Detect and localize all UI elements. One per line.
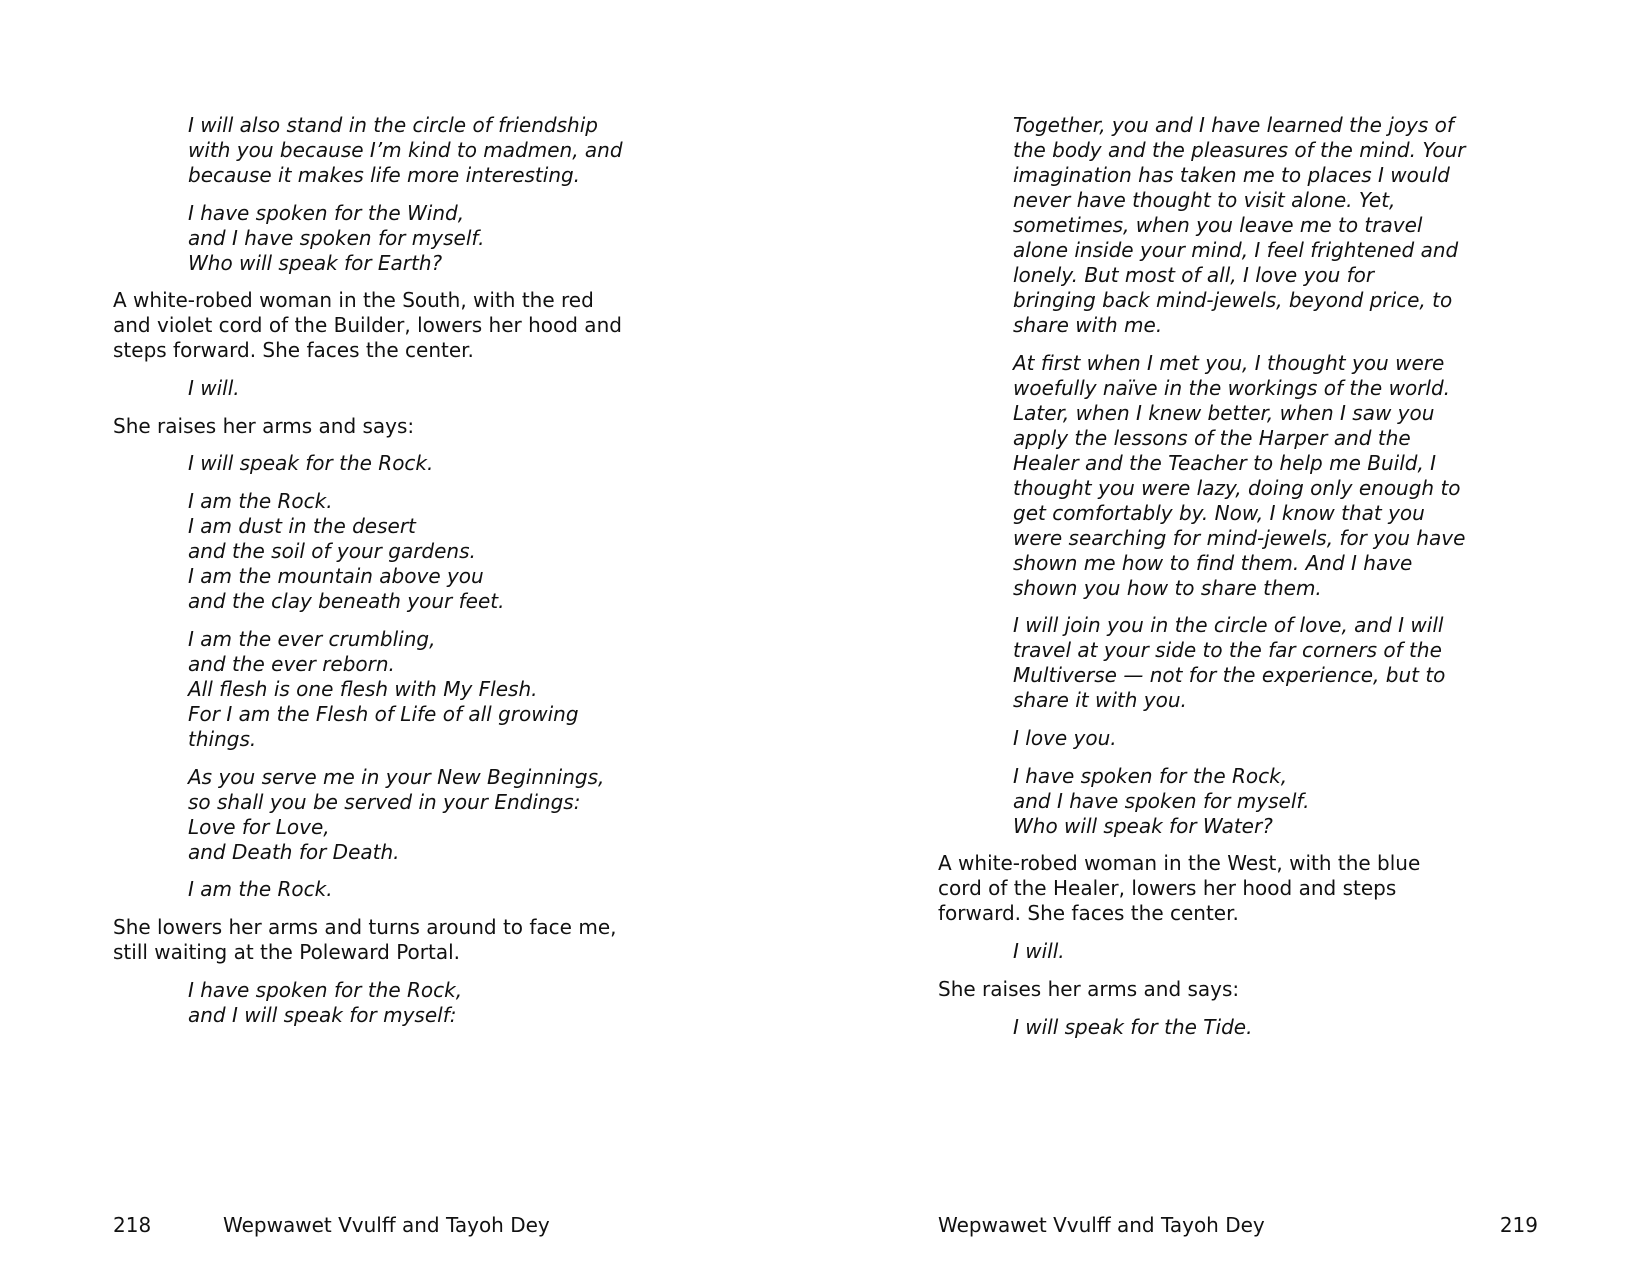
- text-line: were searching for mind-jewels, for you have: [1013, 525, 1466, 550]
- text-line: I have spoken for the Rock,: [1013, 763, 1288, 788]
- right-page: [824, 0, 1649, 1275]
- speech-paragraph: [938, 726, 1558, 751]
- text-line: because it makes life more interesting.: [188, 163, 581, 187]
- text-line: She raises her arms and says:: [938, 976, 1240, 1001]
- text-line: with you because I’m kind to madmen, and: [188, 138, 623, 162]
- left-page-number: 218: [113, 1213, 152, 1237]
- speech-paragraph: [113, 376, 713, 401]
- text-line: Love for Love,: [188, 814, 330, 839]
- speech-paragraph: [938, 113, 1558, 338]
- text-line: woefully naïve in the workings of the world.: [1013, 375, 1451, 400]
- text-line: Who will speak for Earth?: [188, 250, 443, 275]
- text-line: I will speak for the Tide.: [1013, 1014, 1253, 1039]
- text-line: steps forward. She faces the center.: [113, 338, 474, 363]
- text-line: and I have spoken for myself.: [188, 225, 485, 250]
- text-line: I am dust in the desert: [188, 514, 416, 539]
- speech-paragraph: [113, 451, 713, 476]
- text-line: Who will speak for Water?: [1013, 813, 1273, 838]
- text-line: forward. She faces the center.: [938, 901, 1239, 926]
- speech-paragraph: [938, 939, 1558, 964]
- speech-paragraph: [938, 613, 1558, 713]
- text-line: and the ever reborn.: [188, 651, 395, 676]
- left-page: [0, 0, 824, 1275]
- text-line: share with me.: [1013, 313, 1163, 337]
- text-line: never have thought to visit alone. Yet,: [1013, 188, 1396, 212]
- text-line: so shall you be served in your Endings:: [188, 789, 581, 814]
- text-line: alone inside your mind, I feel frightened and: [1013, 238, 1459, 262]
- text-line: bringing back mind-jewels, beyond price, to: [1013, 288, 1453, 312]
- left-running-title: Wepwawet Vvulff and Tayoh Dey: [223, 1213, 550, 1237]
- text-line: For I am the Flesh of Life of all growing: [188, 701, 579, 726]
- speech-paragraph: [113, 201, 713, 276]
- text-line: and Death for Death.: [188, 839, 400, 864]
- text-line: apply the lessons of the Harper and the: [1013, 425, 1411, 450]
- text-line: lonely. But most of all, I love you for: [1013, 263, 1375, 287]
- text-line: I have spoken for the Rock,: [188, 977, 463, 1002]
- narration-paragraph: [938, 977, 1558, 1002]
- narration-paragraph: [113, 414, 713, 439]
- text-line: A white-robed woman in the South, with the red: [113, 288, 594, 313]
- text-line: imagination has taken me to places I would: [1013, 163, 1450, 187]
- text-line: She raises her arms and says:: [113, 413, 415, 438]
- text-line: I will.: [1013, 939, 1065, 964]
- narration-paragraph: [938, 851, 1558, 926]
- text-line: Together, you and I have learned the joys of: [1013, 113, 1454, 137]
- narration-paragraph: [113, 288, 713, 363]
- text-line: shown you how to share them.: [1013, 575, 1322, 600]
- text-line: I will speak for the Rock.: [188, 451, 434, 476]
- text-line: get comfortably by. Now, I know that you: [1013, 500, 1425, 525]
- text-line: still waiting at the Poleward Portal.: [113, 939, 461, 964]
- speech-paragraph: [113, 765, 713, 865]
- text-line: cord of the Healer, lowers her hood and steps: [938, 876, 1397, 901]
- text-line: Healer and the Teacher to help me Build, I: [1013, 450, 1437, 475]
- speech-paragraph: [113, 627, 713, 752]
- text-line: I love you.: [1013, 726, 1117, 751]
- text-line: All flesh is one flesh with My Flesh.: [188, 676, 538, 701]
- text-line: thought you were lazy, doing only enough to: [1013, 475, 1461, 500]
- speech-paragraph: [113, 113, 713, 188]
- text-line: At first when I met you, I thought you were: [1013, 350, 1445, 375]
- right-page-number: 219: [1499, 1213, 1538, 1237]
- speech-paragraph: [938, 351, 1558, 601]
- speech-paragraph: [938, 1015, 1558, 1040]
- text-line: I will also stand in the circle of friendship: [188, 113, 598, 137]
- text-line: As you serve me in your New Beginnings,: [188, 764, 605, 789]
- text-line: and the soil of your gardens.: [188, 539, 476, 564]
- text-line: and I will speak for myself:: [188, 1002, 457, 1027]
- speech-paragraph: [113, 978, 713, 1028]
- text-line: share it with you.: [1013, 688, 1187, 713]
- right-page-text: [938, 113, 1558, 1052]
- text-line: I am the ever crumbling,: [188, 626, 436, 651]
- text-line: things.: [188, 726, 257, 751]
- text-line: the body and the pleasures of the mind. Your: [1013, 138, 1466, 162]
- text-line: and I have spoken for myself.: [1013, 788, 1310, 813]
- text-line: I will.: [188, 376, 240, 401]
- text-line: and violet cord of the Builder, lowers her hood and: [113, 313, 622, 338]
- text-line: She lowers her arms and turns around to face me,: [113, 914, 617, 939]
- text-line: and the clay beneath your feet.: [188, 589, 505, 614]
- right-running-title: Wepwawet Vvulff and Tayoh Dey: [938, 1213, 1265, 1237]
- text-line: sometimes, when you leave me to travel: [1013, 213, 1423, 237]
- narration-paragraph: [113, 915, 713, 965]
- text-line: I am the Rock.: [188, 877, 333, 902]
- text-line: I will join you in the circle of love, and I will: [1013, 613, 1444, 638]
- speech-paragraph: [113, 877, 713, 902]
- text-line: Later, when I knew better, when I saw you: [1013, 400, 1435, 425]
- text-line: I have spoken for the Wind,: [188, 200, 465, 225]
- text-line: shown me how to find them. And I have: [1013, 550, 1413, 575]
- speech-paragraph: [938, 764, 1558, 839]
- text-line: travel at your side to the far corners of the: [1013, 638, 1442, 663]
- left-page-text: [113, 113, 713, 1040]
- text-line: A white-robed woman in the West, with the blue: [938, 851, 1421, 876]
- text-line: I am the Rock.: [188, 489, 333, 514]
- text-line: I am the mountain above you: [188, 564, 484, 589]
- text-line: Multiverse — not for the experience, but to: [1013, 663, 1446, 688]
- speech-paragraph: [113, 489, 713, 614]
